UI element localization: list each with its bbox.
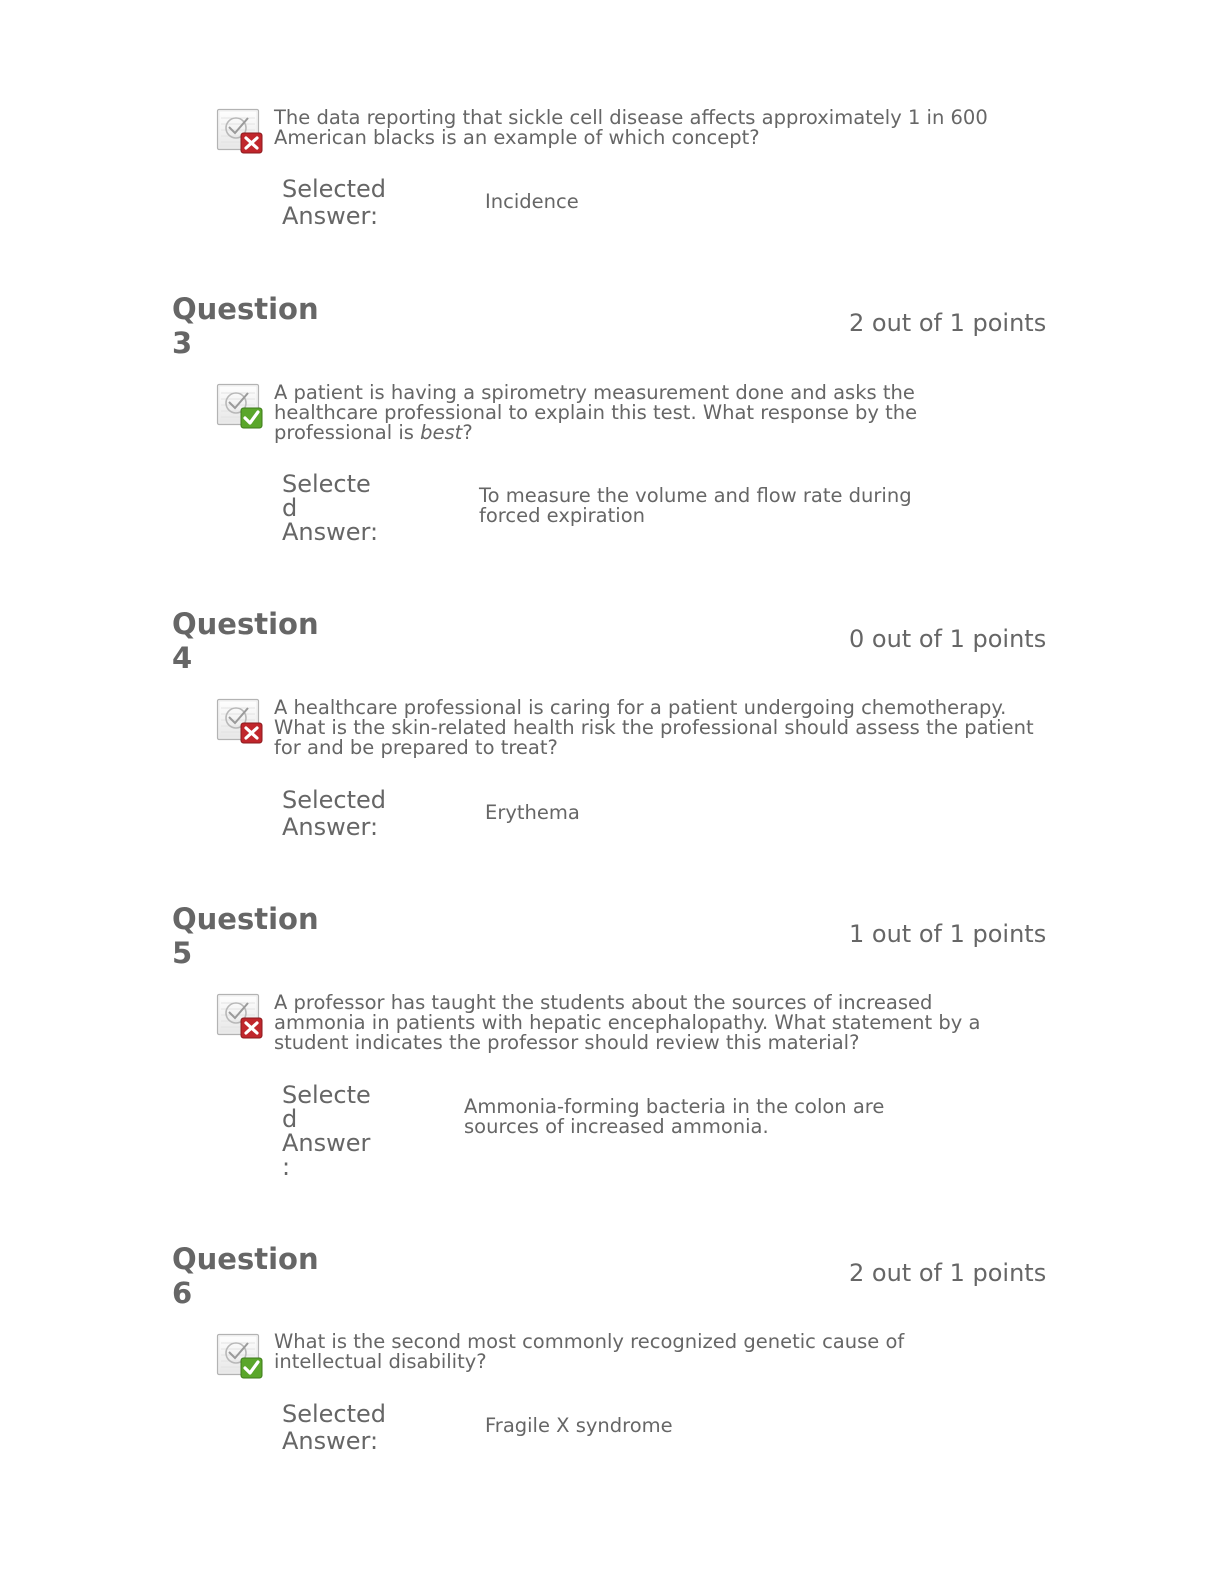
selected-answer-value: Ammonia-forming bacteria in the colon are sources of increased ammonia. xyxy=(464,1095,885,1138)
x-badge-icon xyxy=(215,696,265,746)
selected-answer-label: Selected Answer: xyxy=(282,786,387,841)
question-title: Question 4 xyxy=(172,607,319,675)
selected-answer-label: Selecte d Answer : xyxy=(282,1081,371,1181)
x-badge-icon xyxy=(215,991,265,1041)
selected-answer-value: Incidence xyxy=(485,190,579,213)
question-text-part: A patient is having a spirometry measurement done and asks the healthcare professional to explain this test. What response by the professional is xyxy=(274,381,918,444)
question-title: Question 5 xyxy=(172,902,319,970)
selected-answer-value: Erythema xyxy=(485,801,580,824)
question-title: Question 6 xyxy=(172,1242,319,1310)
selected-answer-label: Selecte d Answer: xyxy=(282,470,379,546)
question-points: 2 out of 1 points xyxy=(849,1259,1047,1287)
question-text: The data reporting that sickle cell disease affects approximately 1 in 600 American blacks is an example of which concept? xyxy=(274,106,988,149)
question-text xyxy=(274,383,974,443)
question-points: 0 out of 1 points xyxy=(849,625,1047,653)
check-badge-icon xyxy=(215,381,265,431)
question-points: 2 out of 1 points xyxy=(849,309,1047,337)
question-points: 1 out of 1 points xyxy=(849,920,1047,948)
question-title: Question 3 xyxy=(172,292,319,360)
question-text: What is the second most commonly recognized genetic cause of intellectual disability? xyxy=(274,1330,905,1373)
question-text-part: ? xyxy=(462,421,473,444)
selected-answer-value: Fragile X syndrome xyxy=(485,1414,673,1437)
question-text: A professor has taught the students about the sources of increased ammonia in patients with hepatic encephalopathy. What statement by a student indicates the professor should review this material? xyxy=(274,991,981,1054)
selected-answer-label: Selected Answer: xyxy=(282,175,387,230)
x-badge-icon xyxy=(215,106,265,156)
question-text: A healthcare professional is caring for a patient undergoing chemotherapy. What is the skin-related health risk the professional should assess the patient for and be prepared to treat? xyxy=(274,696,1034,759)
selected-answer-label: Selected Answer: xyxy=(282,1400,387,1455)
question-text-emphasis: best xyxy=(420,421,463,444)
check-badge-icon xyxy=(215,1331,265,1381)
selected-answer-value: To measure the volume and flow rate during forced expiration xyxy=(479,484,912,527)
